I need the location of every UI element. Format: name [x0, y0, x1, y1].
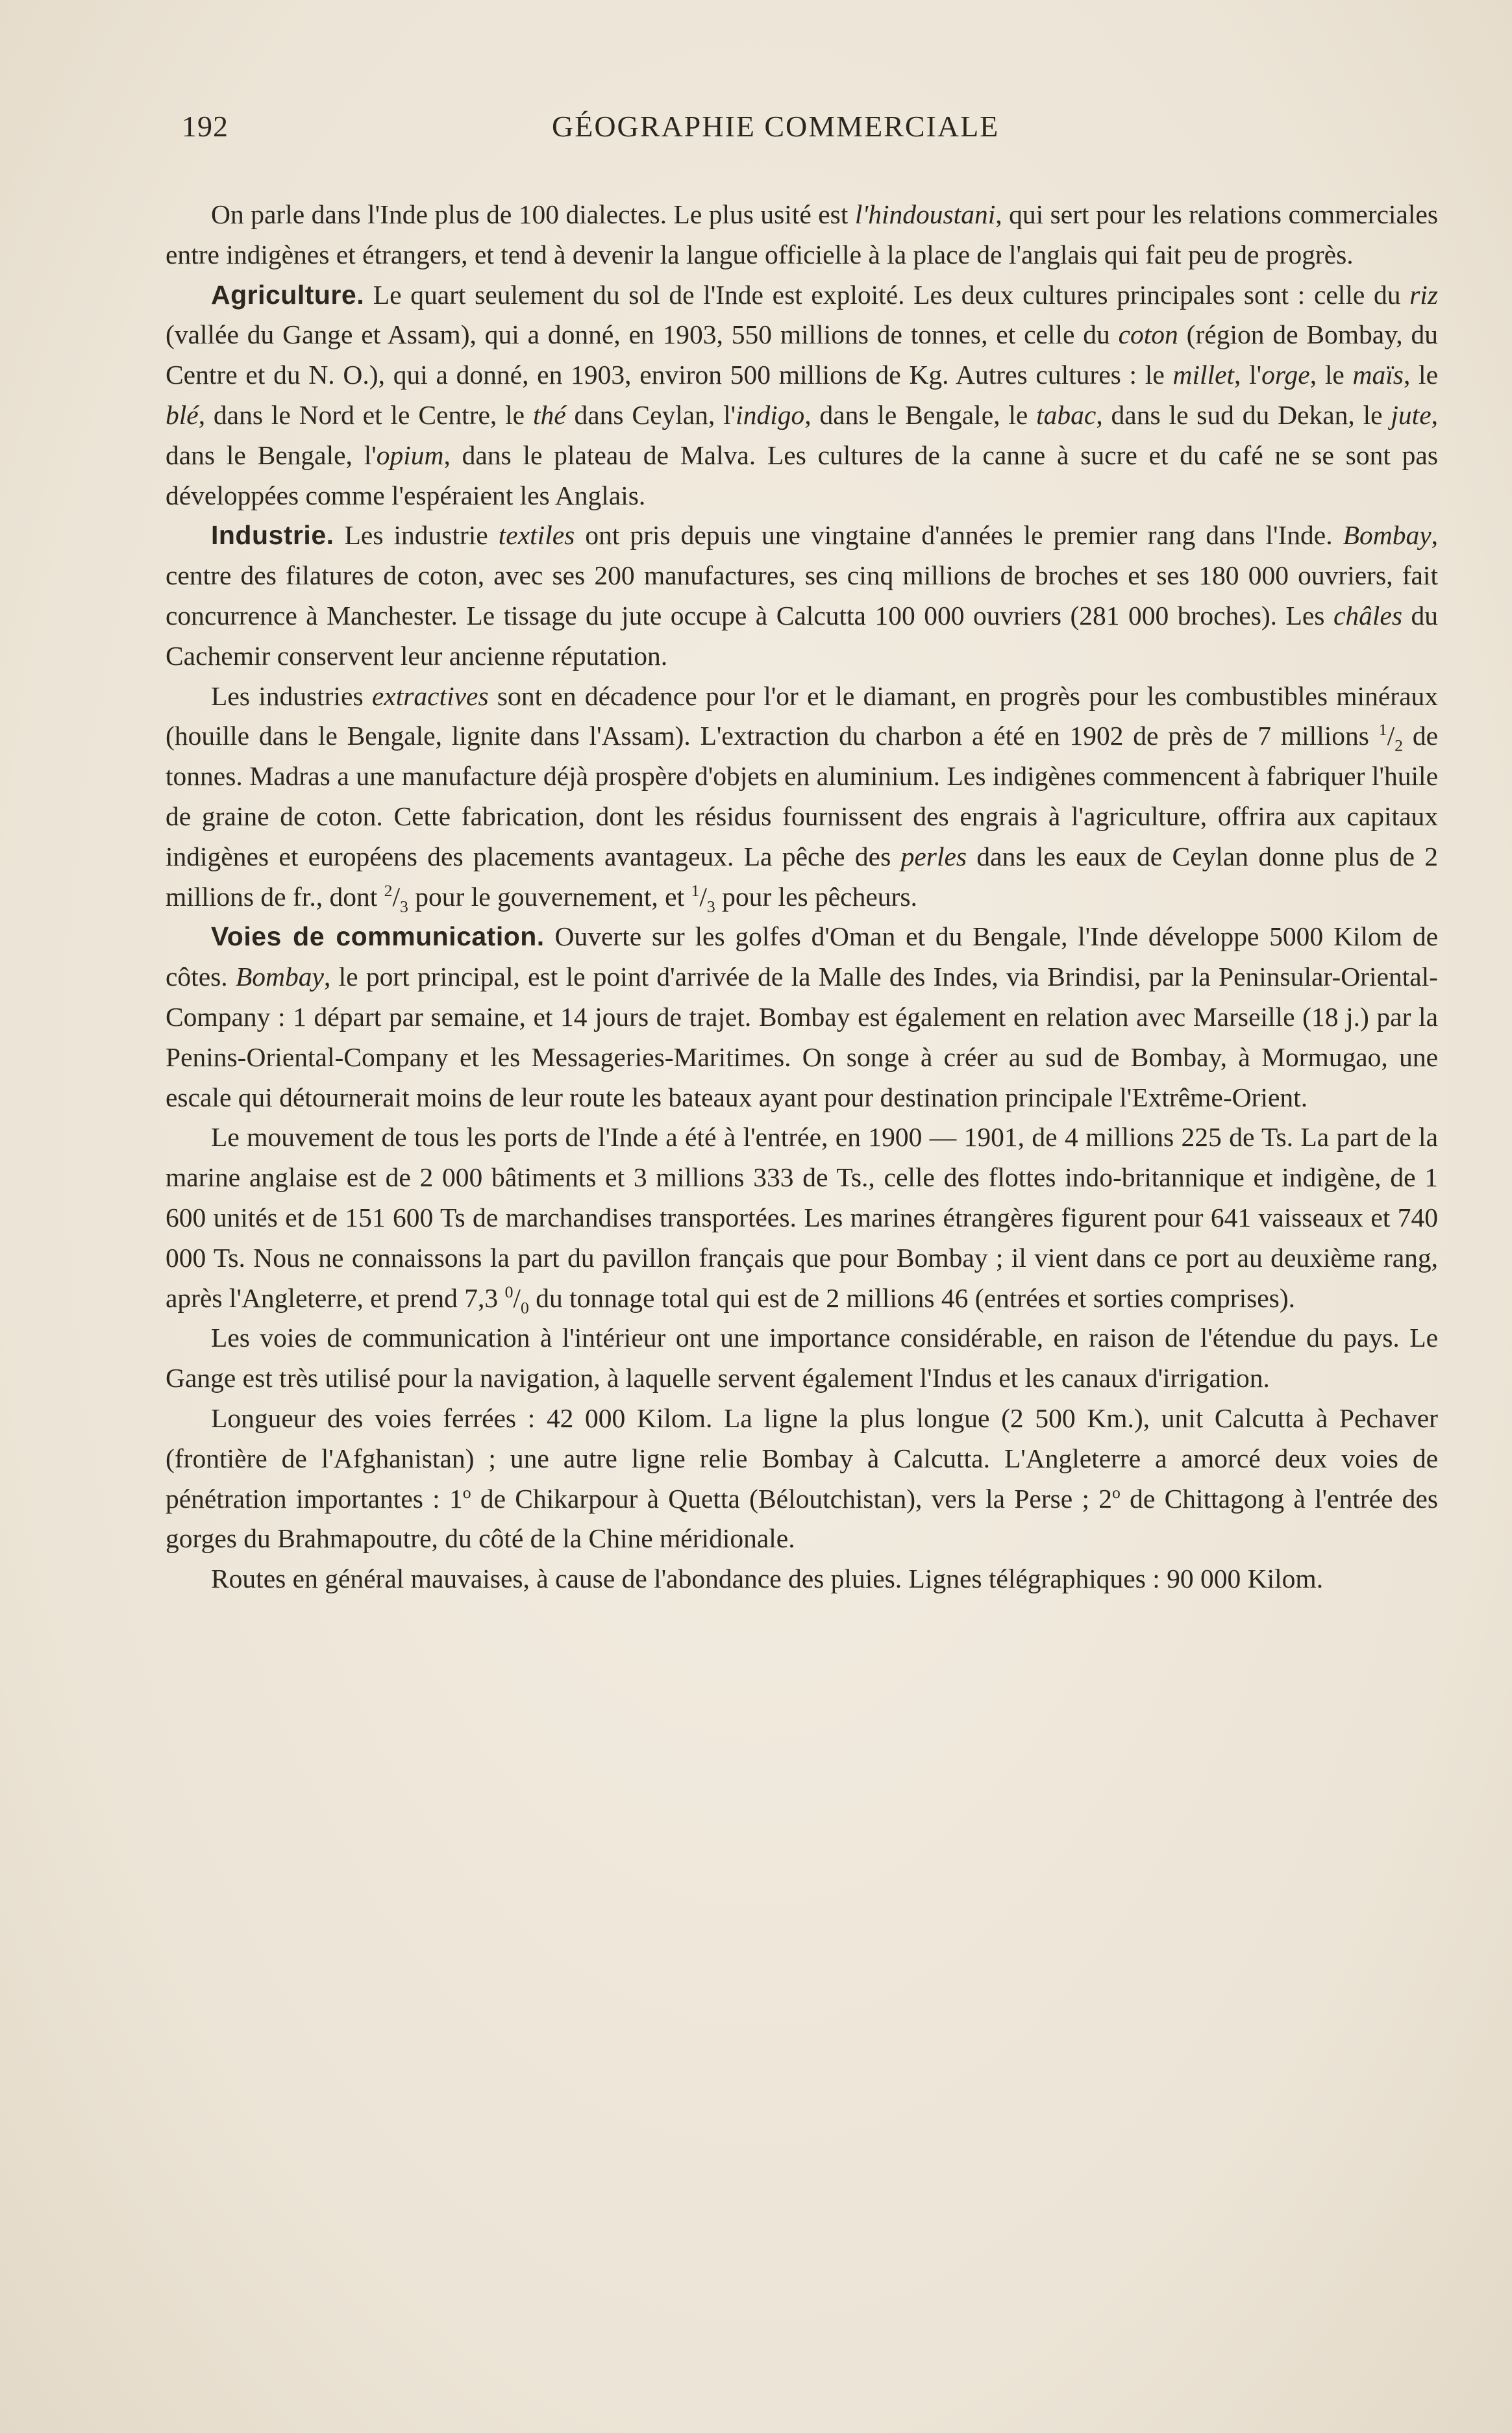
subscript: 0: [520, 1297, 529, 1317]
text-run: , dans le sud du Dekan, le: [1096, 399, 1391, 430]
superscript: o: [462, 1482, 471, 1502]
text-run: /: [392, 881, 400, 912]
section-heading: Voies de communication.: [211, 921, 545, 952]
italic-term: orge: [1261, 360, 1310, 390]
running-title: GÉOGRAPHIE COMMERCIALE: [552, 110, 1000, 143]
italic-term: extractives: [371, 680, 489, 711]
text-run: , dans le Nord et le Centre, le: [198, 399, 533, 430]
text-run: , centre des filatures de coton, avec ses 200 manufactures, ses cinq millions de broches et ses 180 000 ouvriers, fait concurrence à Manchester. Le tissage du jute occupe à Calcutta 100 000 ouvriers (281 000 broches). Les: [166, 520, 1438, 630]
text-run: , dans le Bengale, le: [804, 399, 1037, 430]
paragraph-industry: [166, 516, 1438, 676]
italic-term: jute: [1391, 399, 1431, 430]
italic-term: textiles: [498, 520, 575, 551]
subscript: 3: [706, 896, 715, 916]
text-run: , dans le plateau de Malva. Les cultures de la canne à sucre et du café ne se sont pas développées comme l'espéraient les Anglais.: [166, 440, 1438, 510]
text-run: (vallée du Gange et Assam), qui a donné, en 1903, 550 millions de tonnes, et celle du: [166, 319, 1119, 350]
italic-term: millet: [1172, 360, 1235, 390]
body-text: [166, 195, 1438, 1599]
superscript: 0: [504, 1282, 514, 1301]
page-header: [182, 109, 1298, 155]
italic-term: Bombay: [1343, 520, 1431, 551]
text-run: de Chikarpour à Quetta (Béloutchistan), vers la Perse ; 2: [471, 1483, 1113, 1514]
text-run: de tonnes. Madras a une manufacture déjà prospère d'objets en aluminium. Les indigènes commencent à fabriquer l'huile de graine de coton. Cette fabrication, dont les résidus fournissent des engrais à l'agriculture, offrira aux capitaux indigènes et européens des placements avantageux. La pêche des: [166, 721, 1439, 871]
text-run: Les industries: [211, 680, 372, 711]
paragraph-extractive-industries: [166, 677, 1438, 917]
text-run: du Cachemir conservent leur ancienne réputation.: [166, 600, 1438, 671]
text-run: pour les pêcheurs.: [715, 881, 917, 912]
text-run: pour le gouvernement, et: [408, 881, 691, 912]
text-run: , qui sert pour les relations commerciales entre indigènes et étrangers, et tend à devenir la langue officielle à la place de l'anglais qui fait peu de progrès.: [166, 199, 1438, 269]
text-run: Les industrie: [334, 520, 499, 551]
text-run: , le: [1309, 360, 1353, 390]
italic-term: perles: [900, 841, 967, 871]
text-run: Longueur des voies ferrées : 42 000 Kilom. La ligne la plus longue (2 500 Km.), unit Calcutta à Pechaver (frontière de l'Afghanistan) ; une autre ligne relie Bombay à Calcutta. L'Angleterre a amorcé deux voies de pénétration importantes : 1: [166, 1403, 1438, 1514]
text-run: dans Ceylan, l': [565, 399, 736, 430]
text-run: /: [699, 881, 707, 912]
paragraph-inland-navigation: [166, 1318, 1438, 1399]
italic-term: riz: [1409, 279, 1438, 310]
subscript: 3: [400, 896, 408, 916]
italic-term: coton: [1118, 319, 1178, 350]
italic-term: maïs: [1352, 360, 1404, 390]
text-run: de Chittagong à l'entrée des gorges du Brahmapoutre, du côté de la Chine méridionale.: [166, 1483, 1438, 1554]
text-run: On parle dans l'Inde plus de 100 dialectes. Le plus usité est: [211, 199, 855, 229]
italic-term: opium: [376, 440, 444, 470]
text-run: Le mouvement de tous les ports de l'Inde a été à l'entrée, en 1900 — 1901, de 4 millions 225 de Ts. La part de la marine anglaise est de 2 000 bâtiments et 3 millions 333 de Ts., celle des flottes indo-britannique et indigène, de 1 600 unités et de 151 600 Ts de marchandises transportées. Les marines étrangères figurent pour 641 vaisseaux et 740 000 Ts. Nous ne connaissons la part du pavillon français que pour Bombay ; il vient dans ce port au deuxième rang, après l'Angleterre, et prend 7,3: [166, 1122, 1438, 1313]
italic-term: l'hindoustani: [854, 199, 996, 229]
italic-term: blé: [166, 399, 199, 430]
text-run: Ouverte sur les golfes d'Oman et du Bengale, l'Inde développe 5000 Kilom de côtes.: [166, 921, 1438, 992]
subscript: 2: [1394, 736, 1403, 755]
section-heading: Agriculture.: [211, 279, 365, 310]
paragraph-agriculture: [166, 275, 1438, 516]
paragraph-roads-telegraph: [166, 1559, 1438, 1599]
superscript: 1: [691, 880, 700, 900]
paragraph-languages: [166, 195, 1438, 275]
text-run: ont pris depuis une vingtaine d'années le premier rang dans l'Inde.: [575, 520, 1343, 551]
superscript: 1: [1378, 720, 1387, 740]
text-run: Les voies de communication à l'intérieur ont une importance considérable, en raison de l'étendue du pays. Le Gange est très utilisé pour la navigation, à laquelle servent également l'Indus et les canaux d'irrigation.: [166, 1323, 1438, 1393]
text-run: sont en décadence pour l'or et le diamant, en progrès pour les combustibles minéraux (houille dans le Bengale, lignite dans l'Assam). L'extraction du charbon a été en 1902 de près de 7 millions: [166, 680, 1438, 751]
italic-term: thé: [532, 399, 566, 430]
text-run: Le quart seulement du sol de l'Inde est exploité. Les deux cultures principales sont : celle du: [364, 279, 1410, 310]
text-run: /: [1387, 721, 1395, 751]
text-run: , le: [1403, 360, 1439, 390]
text-run: dans les eaux de Ceylan donne plus de 2 millions de fr., dont: [166, 841, 1439, 912]
italic-term: tabac: [1036, 399, 1097, 430]
italic-term: indigo: [736, 399, 805, 430]
text-run: (région de Bombay, du Centre et du N. O.), qui a donné, en 1903, environ 500 millions de Kg. Autres cultures : le: [166, 319, 1439, 390]
paragraph-railways: [166, 1399, 1438, 1559]
text-run: Routes en général mauvaises, à cause de l'abondance des pluies. Lignes télégraphiques : 90 000 Kilom.: [211, 1564, 1324, 1594]
italic-term: Bombay: [235, 962, 324, 992]
page-number: 192: [182, 110, 229, 143]
text-run: du tonnage total qui est de 2 millions 46 (entrées et sorties comprises).: [528, 1282, 1296, 1313]
superscript: o: [1112, 1482, 1121, 1502]
italic-term: châles: [1333, 600, 1402, 630]
paragraph-port-traffic: [166, 1117, 1438, 1318]
section-heading: Industrie.: [211, 520, 334, 551]
paragraph-communication: [166, 917, 1438, 1117]
text-run: /: [513, 1282, 521, 1313]
text-run: , dans le Bengale, l': [166, 399, 1438, 470]
text-run: , le port principal, est le point d'arrivée de la Malle des Indes, via Brindisi, par la Peninsular-Oriental-Company : 1 départ par semaine, et 14 jours de trajet. Bombay est également en relation avec Marseille (18 j.) par la Penins-Oriental-Company et les Messageries-Maritimes. On songe à créer au sud de Bombay, à Mormugao, une escale qui détournerait moins de leur route les bateaux ayant pour destination principale l'Extrême-Orient.: [166, 962, 1438, 1112]
superscript: 2: [384, 880, 393, 900]
text-run: , l': [1234, 360, 1262, 390]
